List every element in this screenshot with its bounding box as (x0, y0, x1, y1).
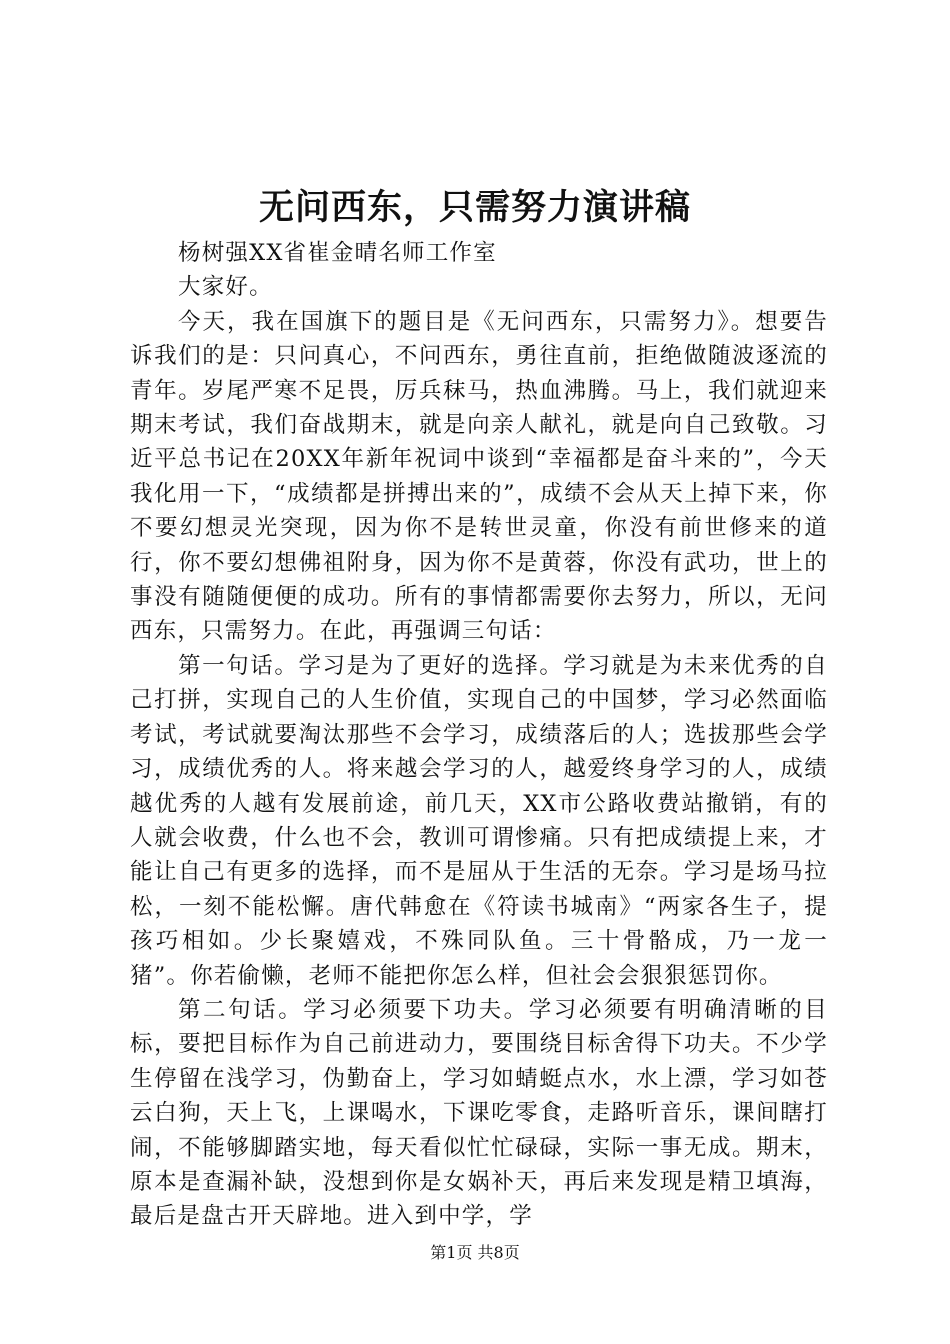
paragraph-second-point: 第二句话。学习必须要下功夫。学习必须要有明确清晰的目标，要把目标作为自己前进动力，要围绕目标舍得下功夫。不少学生停留在浅学习，伪勤奋上，学习如蜻蜓点水，水上漂，学习如苍云白狗，天上飞，上课喝水，下课吃零食，走路听音乐，课间瞎打闹，不能够脚踏实地，每天看似忙忙碌碌，实际一事无成。期末，原本是查漏补缺，没想到你是女娲补天，再后来发现是精卫填海，最后是盘古开天辟地。进入到中学，学 (130, 996, 828, 1230)
document-title: 无问西东，只需努力演讲稿 (258, 187, 691, 228)
paragraph-first-point: 第一句话。学习是为了更好的选择。学习就是为未来优秀的自己打拼，实现自己的人生价值，实现自己的中国梦，学习必然面临考试，考试就要淘汰那些不会学习，成绩落后的人；选拔那些会学习，成绩优秀的人。将来越会学习的人，越爱终身学习的人，成绩越优秀的人越有发展前途，前几天，XX市公路收费站撤销，有的人就会收费，什么也不会，教训可谓惨痛。只有把成绩提上来，才能让自己有更多的选择，而不是屈从于生活的无奈。学习是场马拉松，一刻不能松懈。唐代韩愈在《符读书城南》“两家各生子，提孩巧相如。少长聚嬉戏，不殊同队鱼。三十骨骼成，乃一龙一猪”。你若偷懒，老师不能把你怎么样，但社会会狠狠惩罚你。 (130, 652, 828, 989)
document-body (130, 236, 828, 1234)
page-footer: 第1页 共8页 (430, 1243, 520, 1262)
paragraph-intro: 今天，我在国旗下的题目是《无问西东，只需努力》。想要告诉我们的是：只问真心，不问西东，勇往直前，拒绝做随波逐流的青年。岁尾严寒不足畏，厉兵秣马，热血沸腾。马上，我们就迎来期末考试，我们奋战期末，就是向亲人献礼，就是向自己致敬。习近平总书记在20XX年新年祝词中谈到“幸福都是奋斗来的”，今天我化用一下，“成绩都是拼搏出来的”，成绩不会从天上掉下来，你不要幻想灵光突现，因为你不是转世灵童，你没有前世修来的道行，你不要幻想佛祖附身，因为你不是黄蓉，你没有武功，世上的事没有随随便便的成功。所有的事情都需要你去努力，所以，无问西东，只需努力。在此，再强调三句话： (130, 308, 828, 645)
greeting-line: 大家好。 (178, 274, 273, 301)
author-line: 杨树强XX省崔金晴名师工作室 (178, 240, 497, 266)
